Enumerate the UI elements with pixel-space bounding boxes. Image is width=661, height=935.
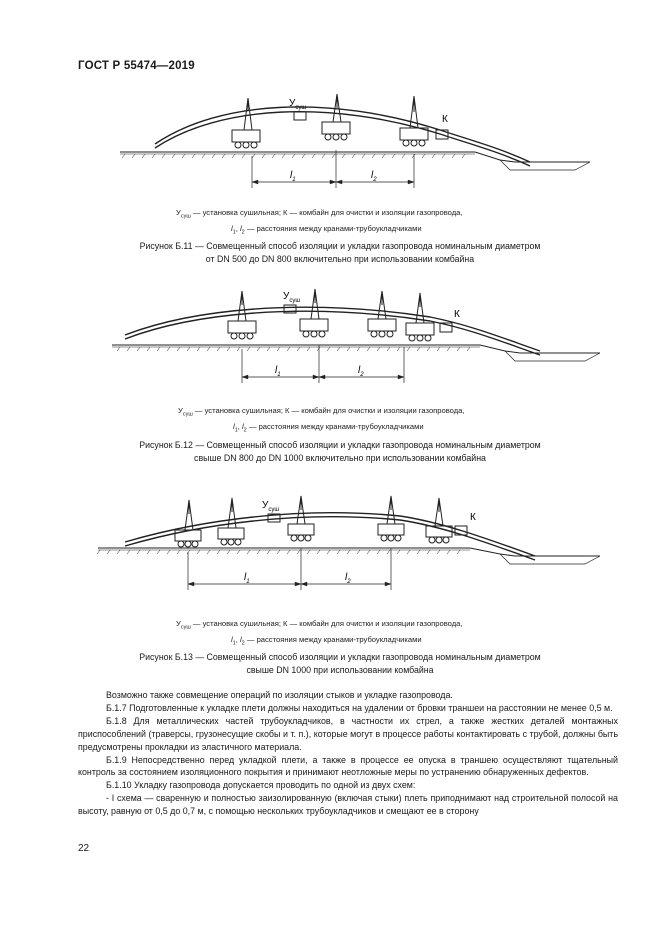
- figure-b12-drawing: [0, 285, 661, 385]
- legend: $У_{суш}$ — установка сушильная; К — комбайн для очистки и изоляции газопровода, $l_1$, $l_2$ — расстояния между кранами-трубоукладчиками: [176, 207, 463, 238]
- legend-line-2: $l_1$, $l_2$ — расстояния между кранами-трубоукладчиками: [231, 634, 422, 647]
- dryer-label: $У_{суш}$: [262, 500, 280, 513]
- paragraph: Б.1.10 Укладку газопровода допускается проводить по одной из двух схем:: [106, 780, 416, 791]
- pipelayer-crane: [232, 98, 260, 148]
- dryer-label: $У_{суш}$: [283, 291, 301, 304]
- combine-label: К: [470, 512, 476, 523]
- caption-line-2: от DN 500 до DN 800 включительно при использовании комбайна: [205, 254, 475, 264]
- legend-line-1: — установка сушильная; К — комбайн для очистки и изоляции газопровода,: [194, 406, 465, 415]
- l2-label: $l_2$: [345, 572, 351, 585]
- pipelayer-crane: [300, 289, 328, 337]
- page-number: 22: [78, 843, 90, 854]
- caption-line-2: свыше DN 800 до DN 1000 включительно при использовании комбайна: [194, 453, 486, 463]
- l2-label: $l_2$: [371, 170, 377, 183]
- figure-b11-drawing: [0, 90, 661, 190]
- legend-line-1: — установка сушильная; К — комбайн для очистки и изоляции газопровода,: [192, 208, 463, 217]
- l1-label: $l_1$: [275, 365, 281, 378]
- legend: $У_{суш}$ — установка сушильная; К — комбайн для очистки и изоляции газопровода, $l_1$, $l_2$ — расстояния между кранами-трубоукладчиками: [176, 618, 463, 649]
- figure-caption: [60, 240, 620, 266]
- caption-line-2: свыше DN 1000 при использовании комбайна: [246, 665, 434, 675]
- combine-label: К: [454, 309, 460, 320]
- paragraph: Б.1.7 Подготовленные к укладке плети должны находиться на удалении от бровки траншеи на расстоянии не менее 0,5 м.: [106, 702, 613, 713]
- l1-label: $l_1$: [244, 572, 250, 585]
- l2-label: $l_2$: [358, 365, 364, 378]
- standard-header: ГОСТ Р 55474—2019: [78, 60, 195, 72]
- figure-b13: [0, 492, 661, 682]
- legend: $У_{суш}$ — установка сушильная; К — комбайн для очистки и изоляции газопровода, $l_1$, $l_2$ — расстояния между кранами-трубоукладчиками: [178, 405, 465, 436]
- paragraph: Б.1.9 Непосредственно перед укладкой плети, а также в процессе ее опуска в траншею осуществляют тщательный контроль за состоянием изоляционного покрытия и принимают неотложные меры по устранению обнаруженных дефектов.: [78, 754, 618, 778]
- dryer-unit: [294, 112, 306, 120]
- pipeline: [125, 307, 540, 351]
- paragraph: - I схема — сваренную и полностью заизолированную (включая стыки) плеть приподнимают над строительной полосой на высоту, равную от 0,5 до 0,7 м, с помощью нескольких трубоукладчиков и смещают ее в сторону: [78, 793, 618, 817]
- body-text: [78, 689, 618, 818]
- pipelayer-crane: [400, 96, 428, 146]
- paragraph: Б.1.8 Для металлических частей трубоукладчиков, в частности их стрел, а также жестких деталей монтажных приспособлений (траверсы, грузонесущие скобы и т. п.), которые могут в процессе работы контактировать с трубой, должны быть предусмотрены прокладки из эластичного материала.: [78, 715, 618, 752]
- caption-line-1: Рисунок Б.11 — Совмещенный способ изоляции и укладки газопровода номинальным диаметром: [139, 241, 541, 251]
- legend-line-1: — установка сушильная; К — комбайн для очистки и изоляции газопровода,: [192, 619, 463, 628]
- figure-b11: [0, 90, 661, 270]
- pipelayer-crane: [322, 94, 350, 140]
- legend-line-2: $l_1$, $l_2$ — расстояния между кранами-трубоукладчиками: [233, 421, 424, 434]
- figure-caption: [60, 439, 620, 465]
- paragraph: Возможно также совмещение операций по изоляции стыков и укладке газопровода.: [106, 690, 453, 700]
- figure-b12: [0, 285, 661, 465]
- figure-b13-drawing: [0, 492, 661, 592]
- pipelayer-crane: [426, 498, 452, 543]
- figure-caption: [60, 651, 620, 677]
- caption-line-1: Рисунок Б.13 — Совмещенный способ изоляции и укладки газопровода номинальным диаметром: [139, 652, 541, 662]
- legend-line-2: $l_1$, $l_2$ — расстояния между кранами-трубоукладчиками: [231, 223, 422, 236]
- caption-line-1: Рисунок Б.12 — Совмещенный способ изоляции и укладки газопровода номинальным диаметром: [139, 440, 541, 450]
- l1-label: $l_1$: [290, 170, 296, 183]
- combine-label: К: [442, 114, 448, 125]
- pipelayer-crane: [175, 500, 201, 547]
- dryer-label: $У_{суш}$: [289, 98, 307, 111]
